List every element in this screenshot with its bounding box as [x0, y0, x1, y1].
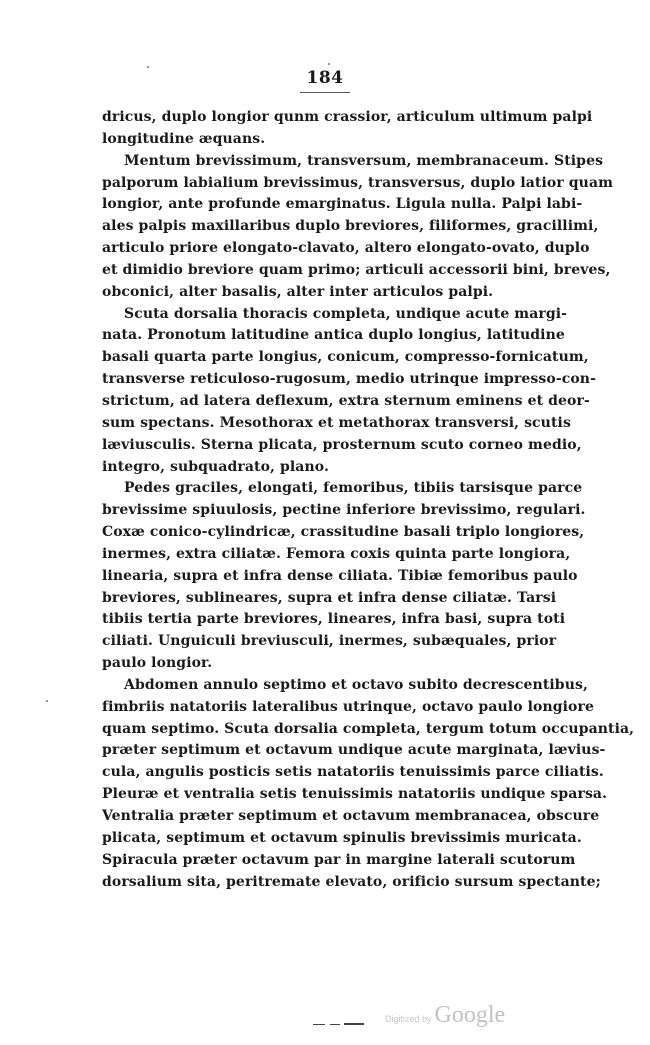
page-number-underline [300, 92, 350, 93]
paragraph [102, 107, 593, 151]
text-line: ciliati. Unguiculi breviusculi, inermes, subæquales, prior [102, 633, 557, 650]
text-line: plicata, septimum et octavum spinulis brevissimis muricata. [102, 829, 582, 846]
text-line: longitudine æquans. [102, 130, 266, 147]
text-line: brevissime spiuulosis, pectine inferiore brevissimo, regulari. [102, 502, 586, 519]
digitized-by-watermark [385, 1002, 505, 1029]
text-line: et dimidio breviore quam primo; articuli accessorii bini, breves, [102, 261, 611, 278]
text-line: linearia, supra et infra dense ciliata. Tibiæ femoribus paulo [102, 567, 578, 584]
text-line: articulo priore elongato-clavato, altero elongato-ovato, duplo [102, 240, 590, 257]
text-line: palporum labialium brevissimus, transversus, duplo latior quam [102, 174, 614, 191]
paragraph [102, 151, 614, 304]
text-line: integro, subquadrato, plano. [102, 458, 329, 475]
text-line: obconici, alter basalis, alter inter articulos palpi. [102, 283, 494, 300]
text-line: basali quarta parte longius, conicum, compresso-fornicatum, [102, 349, 589, 366]
text-line: dricus, duplo longior qunm crassior, articulum ultimum palpi [102, 109, 593, 125]
text-line: transverse reticuloso-rugosum, medio utrinque impresso-con- [102, 371, 596, 388]
page-number: 184 [306, 68, 344, 88]
bottom-dash [344, 1023, 364, 1025]
text-line: Scuta dorsalia thoracis completa, undique acute margi- [124, 305, 568, 322]
paragraph [102, 304, 596, 479]
text-line: tibiis tertia parte breviores, lineares, infra basi, supra toti [102, 611, 566, 628]
text-line: strictum, ad latera deflexum, extra sternum eminens et deor- [102, 392, 590, 409]
text-line: cula, angulis posticis setis natatoriis tenuissimis parce ciliatis. [102, 764, 604, 781]
text-line: Ventralia præter septimum et octavum membranacea, obscure [102, 808, 600, 824]
text-line: Mentum brevissimum, transversum, membranaceum. Stipes [124, 152, 604, 169]
text-line: Coxæ conico-cylindricæ, crassitudine basali triplo longiores, [102, 524, 585, 541]
text-line: breviores, sublineares, supra et infra dense ciliatæ. Tarsi [102, 589, 557, 606]
text-line: paulo longior. [102, 655, 213, 672]
text-line: inermes, extra ciliatæ. Femora coxis quinta parte longiora, [102, 545, 571, 562]
paragraph [102, 675, 635, 893]
text-line: Pedes graciles, elongati, femoribus, tibiis tarsisque parce [124, 480, 583, 497]
google-logo: Google [434, 1002, 506, 1028]
body-text [102, 107, 635, 893]
text-line: ales palpis maxillaribus duplo breviores, filiformes, gracillimi, [102, 218, 599, 235]
text-line: Abdomen annulo septimo et octavo subito decrescentibus, [124, 676, 588, 693]
margin-dot [147, 66, 149, 68]
text-line: sum spectans. Mesothorax et metathorax transversi, scutis [102, 414, 571, 431]
text-line: fimbriis natatoriis lateralibus utrinque, octavo paulo longiore [102, 698, 594, 715]
bottom-dash [313, 1024, 325, 1025]
text-line: quam septimo. Scuta dorsalia completa, tergum totum occupantia, [102, 720, 635, 737]
paragraph [102, 478, 586, 675]
text-line: dorsalium sita, peritremate elevato, orificio sursum spectante; [102, 873, 601, 890]
text-line: longior, ante profunde emarginatus. Ligula nulla. Palpi labi- [102, 196, 583, 213]
text-line: nata. Pronotum latitudine antica duplo longius, latitudine [102, 327, 565, 344]
text-line: Pleuræ et ventralia setis tenuissimis natatoriis undique sparsa. [102, 786, 608, 803]
digitized-by-label: Digitized by [385, 1014, 432, 1024]
text-line: Spiracula præter octavum par in margine laterali scutorum [102, 851, 576, 868]
text-line: præter septimum et octavum undique acute marginata, lævius- [102, 742, 606, 759]
text-line: læviusculis. Sterna plicata, prosternum scuto corneo medio, [102, 436, 582, 453]
bottom-dash [330, 1024, 340, 1025]
margin-dot [46, 700, 48, 702]
margin-dot [328, 63, 330, 65]
